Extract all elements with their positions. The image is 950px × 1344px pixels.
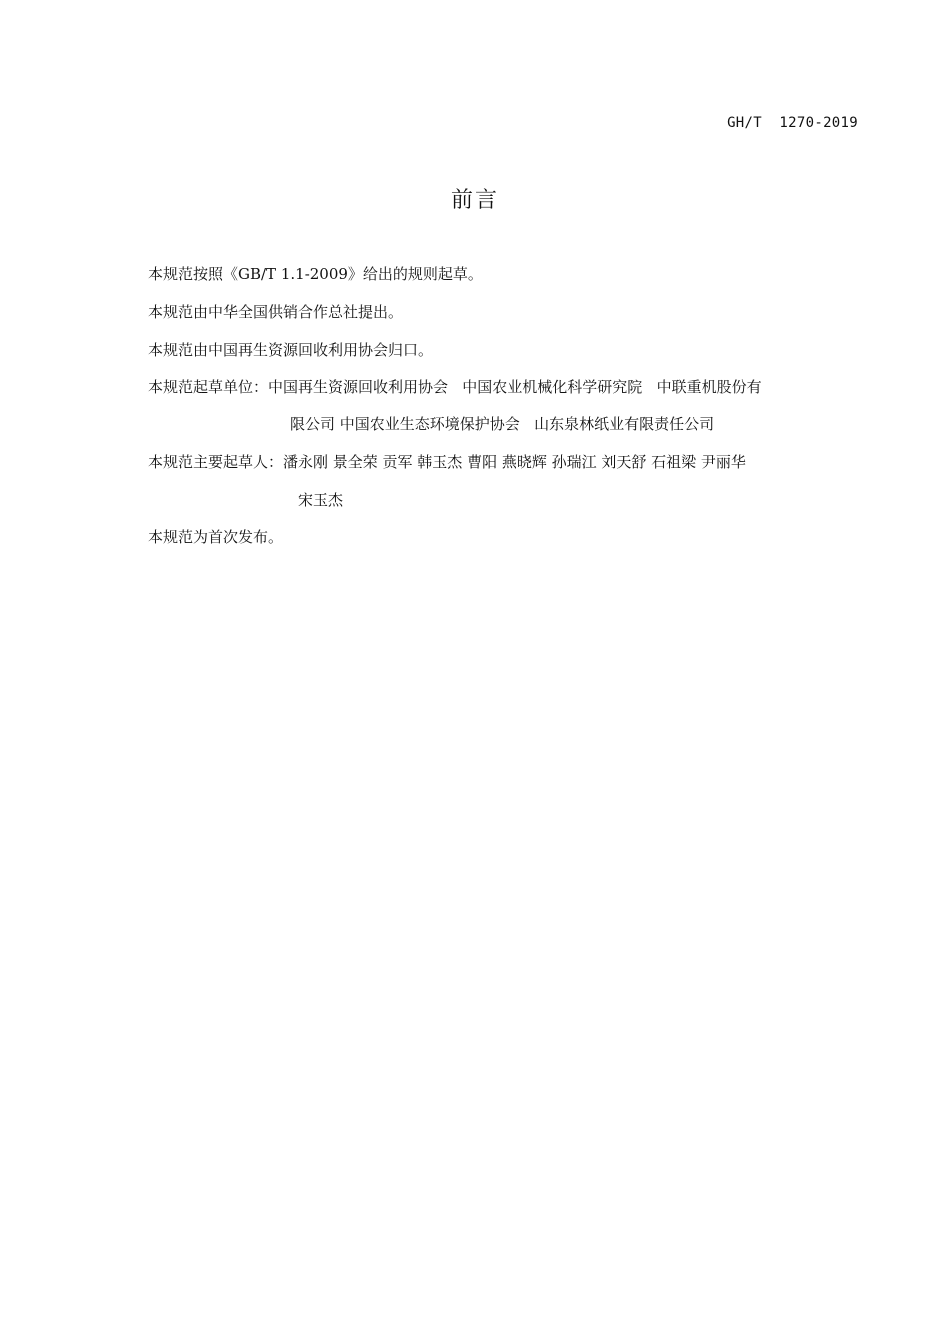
paragraph-proposer: 本规范由中华全国供销合作总社提出。 (148, 303, 404, 321)
paragraph-administrator: 本规范由中国再生资源回收利用协会归口。 (148, 341, 434, 359)
paragraph-drafting-rules: 本规范按照《GB/T 1.1-2009》给出的规则起草。 (148, 265, 483, 283)
paragraph-drafters-line1: 本规范主要起草人：潘永刚 景全荣 贡军 韩玉杰 曹阳 燕晓辉 孙瑞江 刘天舒 石祖梁 尹丽华 (148, 453, 746, 471)
paragraph-drafting-units-line2: 限公司 中国农业生态环境保护协会 山东泉林纸业有限责任公司 (290, 415, 715, 433)
standard-code: GH/T 1270-2019 (727, 115, 858, 131)
paragraph-drafting-units-line1: 本规范起草单位：中国再生资源回收利用协会 中国农业机械化科学研究院 中联重机股份有 (148, 378, 762, 396)
page-title: 前言 (450, 188, 499, 213)
paragraph-drafters-line2: 宋玉杰 (298, 491, 344, 509)
paragraph-first-release: 本规范为首次发布。 (148, 528, 284, 546)
